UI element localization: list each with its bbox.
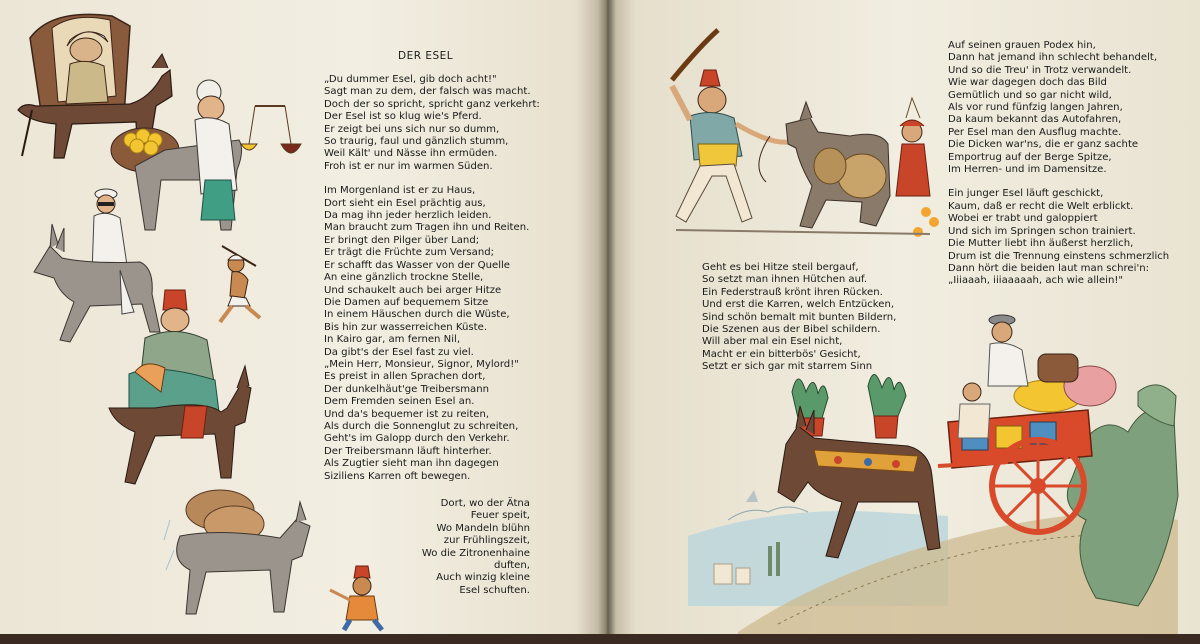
verse-line: Dort sieht ein Esel prächtig aus, — [324, 197, 486, 209]
verse-line: Geht's im Galopp durch den Verkehr. — [324, 433, 510, 445]
verse-line: Da gibt's der Esel fast zu viel. — [324, 346, 474, 358]
verse-line: Dann hat jemand ihn schlecht behandelt, — [948, 52, 1158, 64]
verse-line: Der dunkelhäut'ge Treibersmann — [324, 383, 490, 395]
verse-line: Weil Kält' und Nässe ihn ermüden. — [324, 148, 498, 160]
verse-line: Als vor rund fünfzig langen Jahren, — [948, 102, 1123, 114]
verse-line: Ein junger Esel läuft geschickt, — [948, 188, 1104, 200]
verse-line: Und so die Treu' in Trotz verwandelt. — [948, 64, 1132, 76]
stanza-2 — [324, 185, 540, 483]
verse-line: Die Dicken war'ns, die er ganz sachte — [948, 139, 1139, 151]
verse-line: Dem Fremden seinen Esel an. — [324, 396, 475, 408]
verse-line: Auch winzig kleine — [436, 572, 530, 584]
verse-line: Man braucht zum Tragen ihn und Reiten. — [324, 222, 530, 234]
verse-line: Ein Federstrauß krönt ihren Rücken. — [702, 286, 883, 298]
verse-line: Er bringt den Pilger über Land; — [324, 234, 480, 246]
verse-line: duften, — [494, 560, 530, 572]
verse-line: Dann hört die beiden laut man schrei'n: — [948, 262, 1150, 274]
verse-line: Die Mutter liebt ihn äußerst herzlich, — [948, 238, 1134, 250]
verse-line: Sagt man zu dem, der falsch was macht. — [324, 86, 531, 98]
verse-line: zur Frühlingszeit, — [443, 535, 530, 547]
verse-line: Auf seinen grauen Podex hin, — [948, 40, 1096, 51]
verse-line: Doch der so spricht, spricht ganz verkehrt: — [324, 98, 540, 110]
verse-line: Wo die Zitronenhaine — [421, 547, 530, 559]
verse-line: Dort, wo der Ätna — [440, 498, 530, 509]
verse-line: Sind schön bemalt mit bunten Bildern, — [702, 311, 897, 323]
sicilian-cart-donkey-icon — [618, 306, 1193, 636]
poem-title: DER ESEL — [398, 50, 454, 62]
verse-line: Feuer speit, — [470, 510, 530, 522]
verse-line: Froh ist er nur im warmen Süden. — [324, 160, 493, 172]
verse-line: Will aber mal ein Esel nicht, — [702, 336, 843, 348]
verse-line: Die Szenen aus der Bibel schildern. — [702, 324, 881, 336]
verse-line: Drum ist die Trennung einstens schmerzlich — [948, 250, 1170, 262]
verse-line: Esel schuften. — [459, 584, 530, 596]
verse-line: Der Treibersmann läuft hinterher. — [324, 445, 492, 457]
verse-line: An eine gänzlich trockne Stelle, — [324, 272, 484, 284]
right-page — [612, 0, 1200, 644]
verse-line: Kaum, daß er recht die Welt erblickt. — [948, 200, 1134, 212]
verse-line: „Mein Herr, Monsieur, Signor, Mylord!" — [324, 358, 519, 370]
stanza-right-2 — [948, 188, 1169, 287]
verse-line: Er trägt die Früchte zum Versand; — [324, 247, 495, 259]
book-bottom-edge — [0, 634, 1200, 644]
verse-line: Emportrug auf der Berge Spitze, — [948, 151, 1112, 163]
verse-line: Als durch die Sonnenglut zu schreiten, — [324, 420, 519, 432]
verse-line: In Kairo gar, am fernen Nil, — [324, 334, 461, 346]
verse-line: Und sich im Springen schon trainiert. — [948, 225, 1136, 237]
verse-line: Und erst die Karren, welch Entzücken, — [702, 299, 895, 311]
verse-line: Wo Mandeln blühn — [436, 522, 530, 534]
verse-line: Es preist in allen Sprachen dort, — [324, 371, 486, 383]
verse-line: So traurig, faul und gänzlich stumm, — [324, 136, 509, 148]
verse-line: „Du dummer Esel, gib doch acht!" — [324, 74, 497, 85]
verse-line: Geht es bei Hitze steil bergauf, — [702, 262, 859, 273]
stanza-1 — [324, 74, 540, 173]
verse-line: In einem Häuschen durch die Wüste, — [324, 309, 510, 321]
water-barrels-donkey-icon — [160, 480, 420, 630]
verse-line: Im Morgenland ist er zu Haus, — [324, 185, 476, 197]
verse-line: Er zeigt bei uns sich nur so dumm, — [324, 123, 500, 135]
stanza-right-1 — [948, 40, 1169, 176]
verse-line: Da mag ihn jeder herzlich leiden. — [324, 210, 492, 222]
verse-line: Wie war dagegen doch das Bild — [948, 77, 1107, 89]
right-top-text — [948, 40, 1169, 300]
verse-line: Bis hin zur wasserreichen Küste. — [324, 321, 488, 333]
verse-line: Per Esel man den Ausflug machte. — [948, 126, 1122, 138]
verse-line: Der Esel ist so klug wie's Pferd. — [324, 111, 482, 123]
verse-line: Da kaum bekannt das Autofahren, — [948, 114, 1122, 126]
verse-line: So setzt man ihnen Hütchen auf. — [702, 274, 868, 286]
left-closing-stanza — [410, 498, 530, 597]
verse-line: Gemütlich und so gar nicht wild, — [948, 89, 1112, 101]
verse-line: Setzt er sich gar mit starrem Sinn — [702, 361, 873, 373]
verse-line: Macht er ein bitterbös' Gesicht, — [702, 348, 861, 360]
left-text-block — [324, 74, 540, 495]
verse-line: Siziliens Karren oft bewegen. — [324, 470, 471, 482]
verse-line: „Iiiaaah, iiiaaaaah, ach wie allein!" — [948, 275, 1124, 287]
verse-line: Als Zugtier sieht man ihn dagegen — [324, 458, 499, 470]
verse-line: Wobei er trabt und galoppiert — [948, 213, 1098, 225]
fez-man-donkey-icon — [95, 288, 265, 488]
verse-line: Die Damen auf bequemem Sitze — [324, 296, 489, 308]
verse-line: Im Herren- und im Damensitze. — [948, 164, 1107, 176]
drover-whip-donkey-icon — [650, 26, 950, 241]
verse-line: Und schaukelt auch bei arger Hitze — [324, 284, 502, 296]
verse-line: Er schafft das Wasser von der Quelle — [324, 259, 511, 271]
verse-line: Und da's bequemer ist zu reiten, — [324, 408, 490, 420]
